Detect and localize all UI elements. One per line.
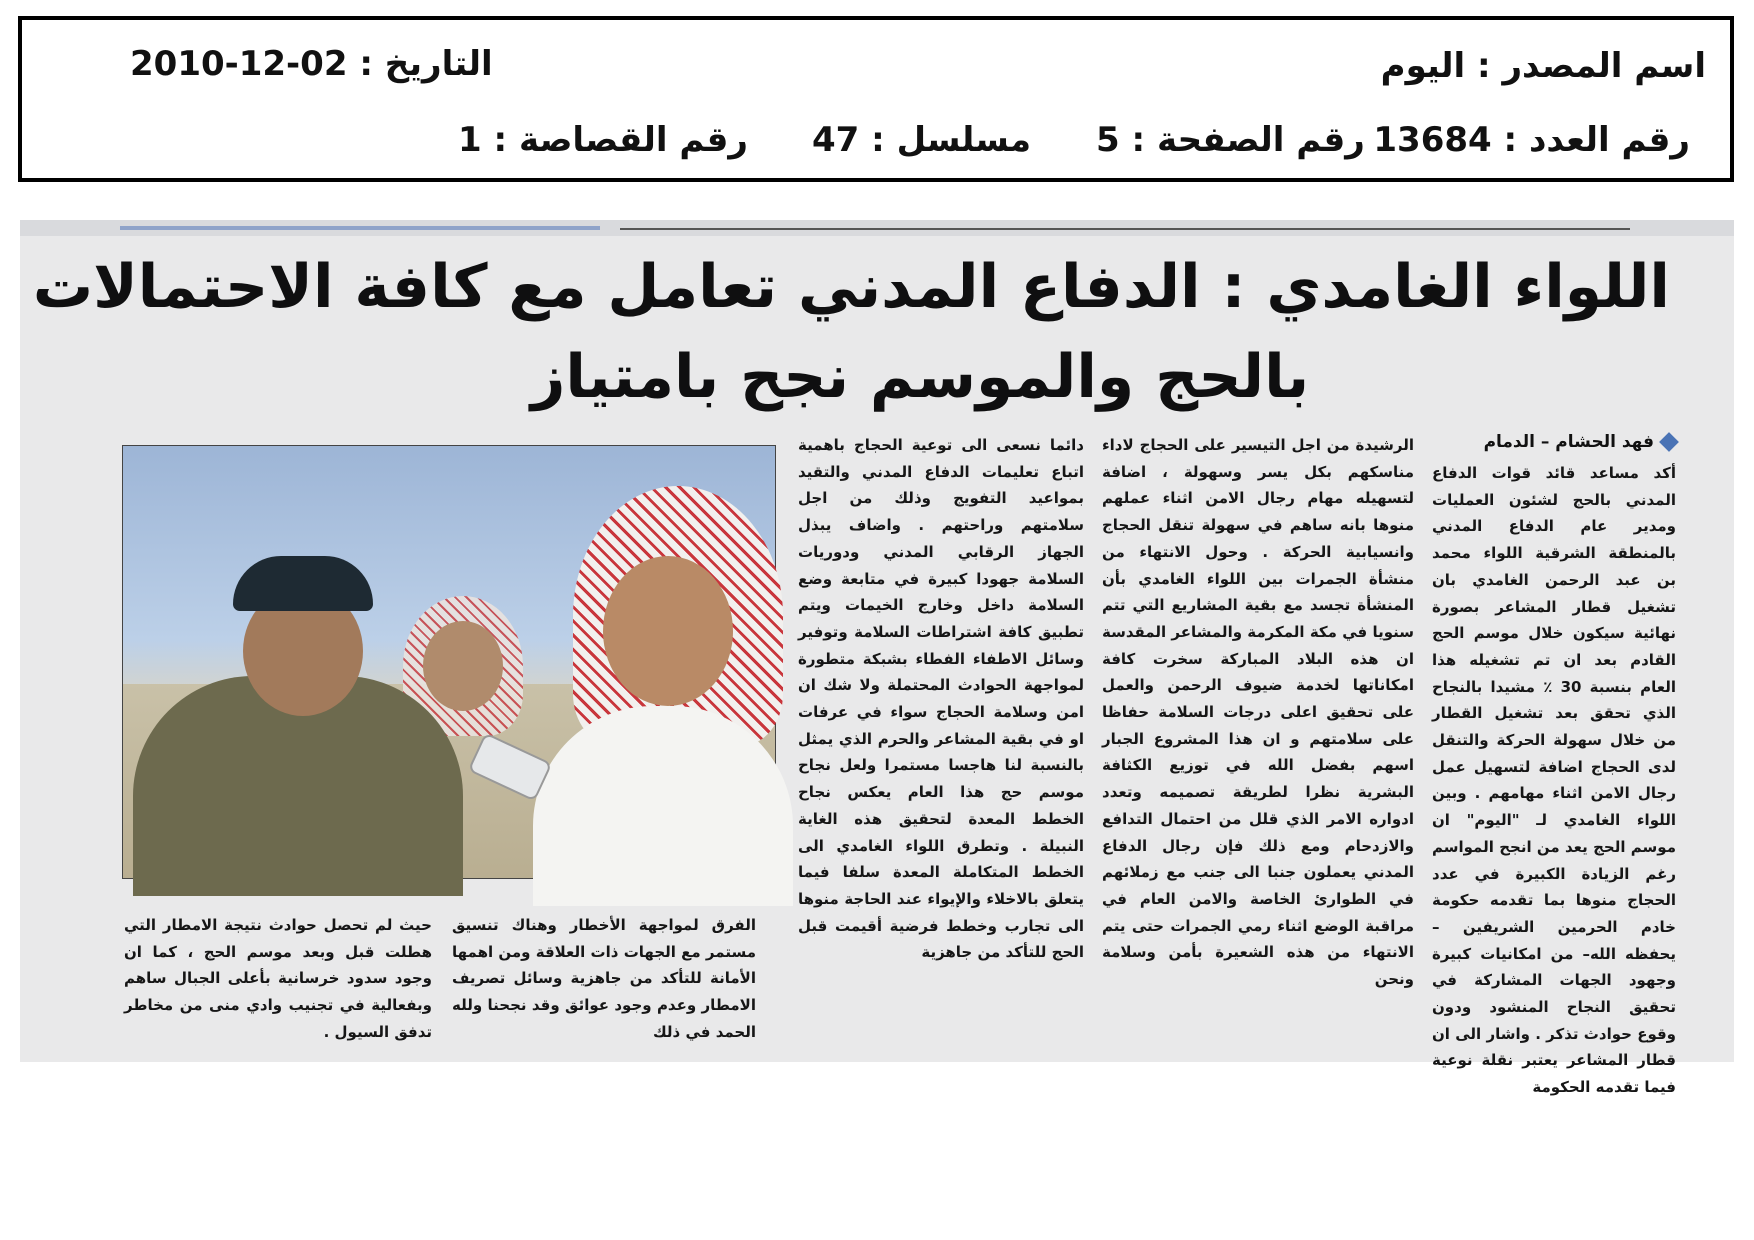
serial-value: 47	[812, 120, 860, 160]
page-number-field	[1096, 120, 1365, 160]
byline	[1484, 432, 1676, 452]
clip-label: رقم القصاصة :	[493, 120, 748, 160]
page-label: رقم الصفحة :	[1131, 120, 1365, 160]
page-value: 5	[1096, 120, 1120, 160]
article-column-4: الفرق لمواجهة الأخطار وهناك تنسيق مستمر مع الجهات ذات العلاقة ومن اهمها الأمانة للتأكد من جاهزية وسائل تصريف الامطار وعدم وجود عوائق وقد نجحنا ولله الحمد في ذلك	[452, 916, 756, 1041]
decorative-blue-strip	[120, 226, 600, 230]
date-value: 2010-12-02	[130, 44, 348, 84]
headline-line-2: بالحج والموسم نجح بامتياز	[530, 342, 1310, 412]
photo-bystander	[423, 621, 503, 711]
source-name	[1381, 46, 1706, 86]
clip-number-field	[458, 120, 748, 160]
article-column-1: أكد مساعد قائد قوات الدفاع المدني بالحج لشئون العمليات ومدير عام الدفاع المدني بالمنطقة الشرقية اللواء محمد بن عبد الرحمن الغامدي بان تشغيل قطار المشاعر بصورة نهائية سيكون خلال موسم الحج القادم بعد ان تم تشغيله هذا العام بنسبة 30 ٪ مشيدا بالنجاح الذي تحقق بعد تشغيل القطار من خلال سهولة الحركة والتنقل لدى الحجاج اضافة لتسهيل عمل رجال الامن اثناء مهامهم . وبين اللواء الغامدي لـ "اليوم" ان موسم الحج يعد من انجح المواسم رغم الزيادة الكبيرة في عدد الحجاج منوها بما تقدمه حكومة خادم الحرمين الشريفين – يحفظه الله– من امكانيات كبيرة وجهود الجهات المشاركة في تحقيق النجاح المنشود ودون وقوع حوادث تذكر . واشار الى ان قطار المشاعر يعتبر نقلة نوعية فيما تقدمه الحكومة	[1432, 464, 1676, 1097]
issue-number-field	[1373, 120, 1690, 160]
serial-label: مسلسل :	[871, 120, 1032, 160]
photo-officer-cap	[233, 556, 373, 611]
article-column-3: دائما نسعى الى توعية الحجاج باهمية اتباع تعليمات الدفاع المدني والتقيد بمواعيد التفويج وذلك من اجل سلامتهم وراحتهم . واضاف يبذل الجهاز الرقابي المدني ودوريات السلامة جهودا كبيرة في متابعة وضع السلامة داخل وخارج الخيمات ويتم تطبيق كافة اشتراطات السلامة وتوفير وسائل الاطفاء الفطاء بشبكة متطورة لمواجهة الحوادث المحتملة ولا شك ان امن وسلامة الحجاج سواء في عرفات او في بقية المشاعر والحرم الذي يمثل بالنسبة لنا هاجسا مستمرا ولعل نجاح موسم حج هذا العام يعكس نجاح الخطط المعدة لتحقيق هذه الغاية النبيلة . وتطرق اللواء الغامدي الى الخطط المتكاملة المعدة سلفا فيما يتعلق بالاخلاء والإيواء عند الحاجة منوها الى تجارب وخطط فرضية أقيمت قبل الحج للتأكد من جاهزية	[798, 436, 1084, 962]
serial-field	[812, 120, 1031, 160]
diamond-icon	[1659, 432, 1679, 452]
article-column-2: الرشيدة من اجل التيسير على الحجاج لاداء مناسكهم بكل يسر وسهولة ، اضافة لتسهيله مهام رجال الامن اثناء عملهم منوها بانه ساهم في سهولة تنقل الحجاج وانسيابية الحركة . وحول الانتهاء من منشأة الجمرات بين اللواء الغامدي بأن المنشأة تجسد مع بقية المشاريع التي تتم سنويا في مكة المكرمة والمشاعر المقدسة ان هذه البلاد المباركة سخرت كافة امكاناتها لخدمة ضيوف الرحمن والعمل على تحقيق اعلى درجات السلامة حفاظا على سلامتهم و ان هذا المشروع الجبار اسهم بفضل الله في توزيع الكثافة البشرية نظرا لطريقة تصميمه وتعدد ادواره الامر الذي قلل من احتمال التدافع والازدحام ومع ذلك فإن رجال الدفاع المدني يعملون جنبا الى جنب مع زملائهم في الطوارئ الخاصة والامن العام في مراقبة الوضع اثناء رمي الجمرات حتى يتم الانتهاء من هذه الشعيرة بأمن وسلامة ونحن	[1102, 436, 1414, 989]
decorative-rule	[620, 228, 1630, 230]
byline-text: فهد الحشام – الدمام	[1483, 432, 1654, 452]
clip-value: 1	[458, 120, 482, 160]
article-photo	[122, 445, 776, 879]
issue-label: رقم العدد :	[1503, 120, 1690, 160]
newspaper-clipping	[20, 220, 1734, 1097]
date-field	[130, 44, 493, 84]
article-column-5: حيث لم تحصل حوادث نتيجة الامطار التي هطلت قبل وبعد موسم الحج ، كما ان وجود سدود خرسانية بأعلى الجبال ساهم وبفعالية في تجنيب وادي منى من مخاطر تدفق السيول .	[124, 916, 432, 1041]
issue-value: 13684	[1373, 120, 1492, 160]
source-label: اسم المصدر : اليوم	[1380, 46, 1706, 86]
headline-line-1: اللواء الغامدي : الدفاع المدني تعامل مع كافة الاحتمالات	[32, 252, 1670, 322]
clipping-metadata-box	[18, 16, 1734, 182]
photo-reporter	[603, 556, 733, 706]
date-label: التاريخ :	[359, 44, 493, 84]
